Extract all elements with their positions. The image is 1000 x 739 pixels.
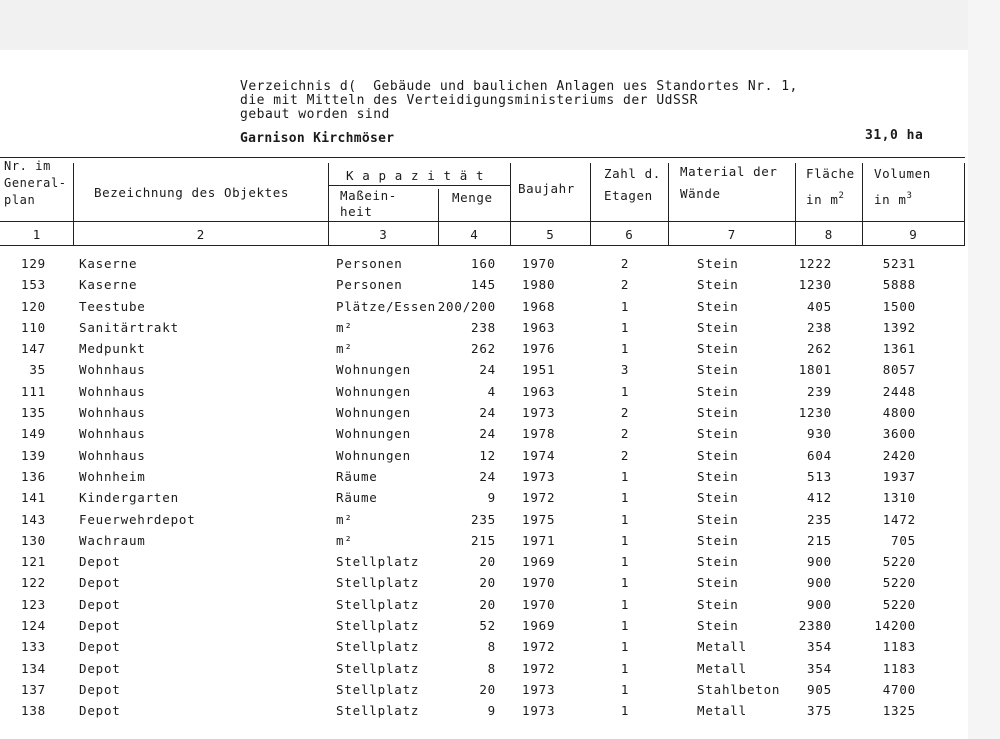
cell-masseinheit: Stellplatz [336,554,420,570]
cell-volumen: 1937 [882,468,916,484]
table-row [0,446,1000,467]
cell-flaeche: 1230 [798,277,832,293]
cell-bezeichnung: Wohnhaus [79,362,146,378]
cell-baujahr: 1963 [522,383,556,399]
cell-flaeche: 930 [807,426,832,442]
cell-masseinheit: Personen [336,277,403,293]
cell-menge: 262 [471,341,496,357]
cell-volumen: 2448 [882,383,916,399]
cell-masseinheit: Räume [336,490,378,506]
cell-volumen: 1183 [882,660,916,676]
cell-nr: 139 [21,447,46,463]
cell-nr: 122 [21,575,46,591]
cell-material: Stein [697,405,739,421]
cell-flaeche: 1222 [798,256,832,271]
cell-bezeichnung: Depot [79,681,121,697]
header-material: Material der Wände [680,164,778,201]
cell-nr: 136 [21,468,46,484]
cell-menge: 160 [471,256,496,271]
table-body [0,254,1000,723]
table-row [0,254,1000,275]
cell-masseinheit: Stellplatz [336,639,420,655]
cell-bezeichnung: Depot [79,703,121,719]
table-row [0,701,1000,722]
cell-baujahr: 1973 [522,703,556,719]
header-flaeche: Fläche in $m^2$ [806,166,855,207]
cell-baujahr: 1969 [522,554,556,570]
cell-material: Metall [697,703,747,719]
cell-baujahr: 1951 [522,362,556,378]
cell-flaeche: 215 [807,532,832,548]
cell-masseinheit: Stellplatz [336,575,420,591]
cell-volumen: 1500 [882,298,916,314]
cell-nr: 143 [21,511,46,527]
table-row [0,680,1000,701]
cell-volumen: 3600 [882,426,916,442]
cell-nr: 133 [21,639,46,655]
col-number-8: 8 [824,227,833,242]
cell-etagen: 1 [620,383,630,399]
table-row [0,488,1000,509]
cell-material: Stahlbeton [697,681,781,697]
cell-material: Stein [697,468,739,484]
cell-etagen: 1 [620,575,630,591]
table-row [0,595,1000,616]
cell-menge: 8 [487,660,496,676]
table-row [0,318,1000,339]
header-baujahr: Baujahr [518,181,575,196]
cell-bezeichnung: Wohnhaus [79,426,146,442]
cell-bezeichnung: Wohnhaus [79,383,146,399]
cell-baujahr: 1969 [522,618,556,634]
table-row [0,360,1000,381]
cell-etagen: 1 [620,703,630,719]
cell-bezeichnung: Wohnheim [79,468,146,484]
cell-baujahr: 1978 [522,426,556,442]
table-row [0,339,1000,360]
cell-menge: 4 [487,383,496,399]
cell-masseinheit: Wohnungen [336,426,411,442]
cell-baujahr: 1970 [522,596,556,612]
cell-nr: 138 [21,703,46,719]
cell-masseinheit: Stellplatz [336,660,420,676]
cell-etagen: 1 [620,681,630,697]
cell-bezeichnung: Medpunkt [79,341,146,357]
heading-line-1: Verzeichnis d( Gebäude und baulichen Anlagen ues Standortes Nr. 1, [240,79,798,94]
cell-etagen: 1 [620,341,630,357]
cell-etagen: 1 [620,298,630,314]
cell-material: Stein [697,575,739,591]
cell-baujahr: 1974 [522,447,556,463]
cell-bezeichnung: Depot [79,618,121,634]
cell-menge: 145 [471,277,496,293]
cell-baujahr: 1975 [522,511,556,527]
cell-etagen: 1 [620,319,630,335]
cell-baujahr: 1973 [522,405,556,421]
cell-flaeche: 905 [807,681,832,697]
cell-material: Stein [697,490,739,506]
cell-bezeichnung: Sanitärtrakt [79,319,179,335]
cell-baujahr: 1968 [522,298,556,314]
cell-masseinheit: m² [336,532,353,548]
cell-menge: 8 [487,639,496,655]
cell-nr: 135 [21,405,46,421]
cell-masseinheit: Personen [336,256,403,271]
cell-bezeichnung: Kaserne [79,277,138,293]
header-masseinheit: Maßein- heit [340,188,397,219]
cell-masseinheit: m² [336,511,353,527]
cell-bezeichnung: Kindergarten [79,490,179,506]
cell-baujahr: 1972 [522,490,556,506]
cell-flaeche: 354 [807,639,832,655]
cell-masseinheit: Wohnungen [336,405,411,421]
cell-material: Stein [697,362,739,378]
cell-menge: 9 [487,490,496,506]
cell-baujahr: 1971 [522,532,556,548]
cell-nr: 134 [21,660,46,676]
cell-menge: 20 [479,681,496,697]
col-number-7: 7 [727,227,736,242]
cell-menge: 24 [479,426,496,442]
cell-volumen: 1325 [882,703,916,719]
cell-material: Stein [697,618,739,634]
cell-menge: 12 [479,447,496,463]
cell-flaeche: 239 [807,383,832,399]
col-number-5: 5 [546,227,554,242]
cell-volumen: 1392 [882,319,916,335]
table-row [0,552,1000,573]
cell-volumen: 4700 [882,681,916,697]
cell-baujahr: 1976 [522,341,556,357]
cell-menge: 24 [479,405,496,421]
cell-nr: 153 [21,277,46,293]
cell-nr: 124 [21,618,46,634]
cell-material: Stein [697,447,739,463]
cell-menge: 235 [471,511,496,527]
cell-masseinheit: Plätze/Essen [336,298,436,314]
cell-etagen: 1 [620,660,630,676]
cell-etagen: 2 [620,405,630,421]
cell-bezeichnung: Wohnhaus [79,447,146,463]
table-row [0,659,1000,680]
cell-menge: 24 [479,468,496,484]
document-heading [240,80,798,122]
cell-material: Metall [697,660,747,676]
cell-material: Stein [697,341,739,357]
cell-flaeche: 900 [807,575,832,591]
cell-baujahr: 1973 [522,468,556,484]
cell-nr: 121 [21,554,46,570]
cell-masseinheit: Stellplatz [336,703,420,719]
cell-volumen: 1183 [882,639,916,655]
cell-etagen: 1 [620,532,630,548]
cell-flaeche: 1801 [798,362,832,378]
cell-etagen: 1 [620,596,630,612]
cell-volumen: 5220 [882,575,916,591]
cell-masseinheit: Wohnungen [336,447,411,463]
cell-volumen: 14200 [874,618,916,634]
cell-volumen: 1472 [882,511,916,527]
cell-material: Stein [697,511,739,527]
cell-flaeche: 235 [807,511,832,527]
cell-nr: 120 [21,298,46,314]
cell-bezeichnung: Feuerwehrdepot [79,511,196,527]
cell-masseinheit: Stellplatz [336,681,420,697]
header-nr-im-generalplan: Nr. im General- plan [4,159,67,207]
cell-etagen: 1 [620,618,630,634]
cell-etagen: 2 [620,277,630,293]
cell-volumen: 4800 [882,405,916,421]
cell-volumen: 1310 [882,490,916,506]
heading-line-2: die mit Mitteln des Verteidigungsministeriums der UdSSR [240,93,698,108]
cell-baujahr: 1970 [522,575,556,591]
cell-nr: 147 [21,341,46,357]
cell-baujahr: 1963 [522,319,556,335]
cell-menge: 20 [479,554,496,570]
cell-etagen: 2 [620,256,630,271]
cell-flaeche: 513 [807,468,832,484]
cell-bezeichnung: Depot [79,639,121,655]
cell-volumen: 1361 [882,341,916,357]
cell-material: Stein [697,383,739,399]
col-number-9: 9 [909,227,917,242]
header-menge: Menge [452,190,493,205]
cell-material: Stein [697,532,739,548]
cell-etagen: 1 [620,468,630,484]
cell-baujahr: 1973 [522,681,556,697]
cell-material: Stein [697,554,739,570]
cell-masseinheit: Wohnungen [336,383,411,399]
cell-volumen: 5888 [882,277,916,293]
cell-menge: 200/200 [437,298,496,314]
cell-nr: 137 [21,681,46,697]
cell-bezeichnung: Depot [79,575,121,591]
cell-flaeche: 604 [807,447,832,463]
heading-line-3: gebaut worden sind [240,107,390,122]
cell-etagen: 1 [620,490,630,506]
cell-nr: 141 [21,490,46,506]
cell-bezeichnung: Kaserne [79,256,138,271]
cell-menge: 238 [471,319,496,335]
col-number-6: 6 [625,227,633,242]
cell-masseinheit: Stellplatz [336,618,420,634]
cell-volumen: 2420 [882,447,916,463]
cell-flaeche: 2380 [798,618,832,634]
cell-baujahr: 1970 [522,256,556,271]
cell-nr: 111 [21,383,46,399]
garrison-area: 31,0 ha [865,128,924,143]
cell-material: Stein [697,319,739,335]
cell-masseinheit: Räume [336,468,378,484]
cell-flaeche: 405 [807,298,832,314]
cell-volumen: 5231 [882,256,916,271]
cell-menge: 24 [479,362,496,378]
cell-flaeche: 375 [807,703,832,719]
cell-material: Stein [697,426,739,442]
cell-material: Stein [697,298,739,314]
cell-etagen: 3 [620,362,630,378]
table-row [0,382,1000,403]
cell-bezeichnung: Wohnhaus [79,405,146,421]
table-row [0,424,1000,445]
cell-etagen: 1 [620,639,630,655]
cell-etagen: 2 [620,447,630,463]
table-row [0,616,1000,637]
cell-material: Stein [697,256,739,271]
table-row [0,531,1000,552]
header-bezeichnung: Bezeichnung des Objektes [94,185,290,200]
col-number-4: 4 [470,227,478,242]
cell-flaeche: 354 [807,660,832,676]
cell-volumen: 8057 [882,362,916,378]
cell-nr: 123 [21,596,46,612]
cell-volumen: 5220 [882,596,916,612]
cell-material: Stein [697,596,739,612]
cell-bezeichnung: Depot [79,596,121,612]
cell-menge: 52 [479,618,496,634]
cell-material: Stein [697,277,739,293]
cell-flaeche: 412 [807,490,832,506]
cell-bezeichnung: Wachraum [79,532,146,548]
cell-nr: 35 [29,362,46,378]
cell-flaeche: 900 [807,554,832,570]
cell-nr: 110 [21,319,46,335]
cell-menge: 20 [479,596,496,612]
cell-material: Metall [697,639,747,655]
cell-bezeichnung: Depot [79,554,121,570]
cell-baujahr: 1972 [522,660,556,676]
cell-flaeche: 900 [807,596,832,612]
garrison-name: Garnison Kirchmöser [240,131,395,146]
cell-menge: 9 [487,703,496,719]
cell-bezeichnung: Depot [79,660,121,676]
col-number-3: 3 [379,227,387,242]
header-kapazitaet: K a p a z i t ä t [346,168,485,183]
cell-nr: 130 [21,532,46,548]
cell-volumen: 5220 [882,554,916,570]
table-row [0,403,1000,424]
cell-flaeche: 1230 [798,405,832,421]
table-row [0,467,1000,488]
cell-flaeche: 238 [807,319,832,335]
cell-etagen: 1 [620,511,630,527]
table-row [0,297,1000,318]
cell-masseinheit: Stellplatz [336,596,420,612]
cell-bezeichnung: Teestube [79,298,146,314]
cell-menge: 20 [479,575,496,591]
table-row [0,573,1000,594]
col-number-1: 1 [32,227,41,242]
table-row [0,275,1000,296]
cell-flaeche: 262 [807,341,832,357]
cell-nr: 129 [21,256,46,271]
cell-masseinheit: m² [336,341,353,357]
cell-nr: 149 [21,426,46,442]
cell-etagen: 2 [620,426,630,442]
table-row [0,637,1000,658]
header-volumen: Volumen in $m^3$ [874,166,931,207]
cell-baujahr: 1980 [522,277,556,293]
cell-menge: 215 [471,532,496,548]
cell-masseinheit: m² [336,319,353,335]
cell-volumen: 705 [891,532,916,548]
col-number-2: 2 [196,227,205,242]
cell-masseinheit: Wohnungen [336,362,411,378]
cell-baujahr: 1972 [522,639,556,655]
table-row [0,510,1000,531]
header-zahl-etagen: Zahl d. Etagen [604,166,661,203]
cell-etagen: 1 [620,554,630,570]
